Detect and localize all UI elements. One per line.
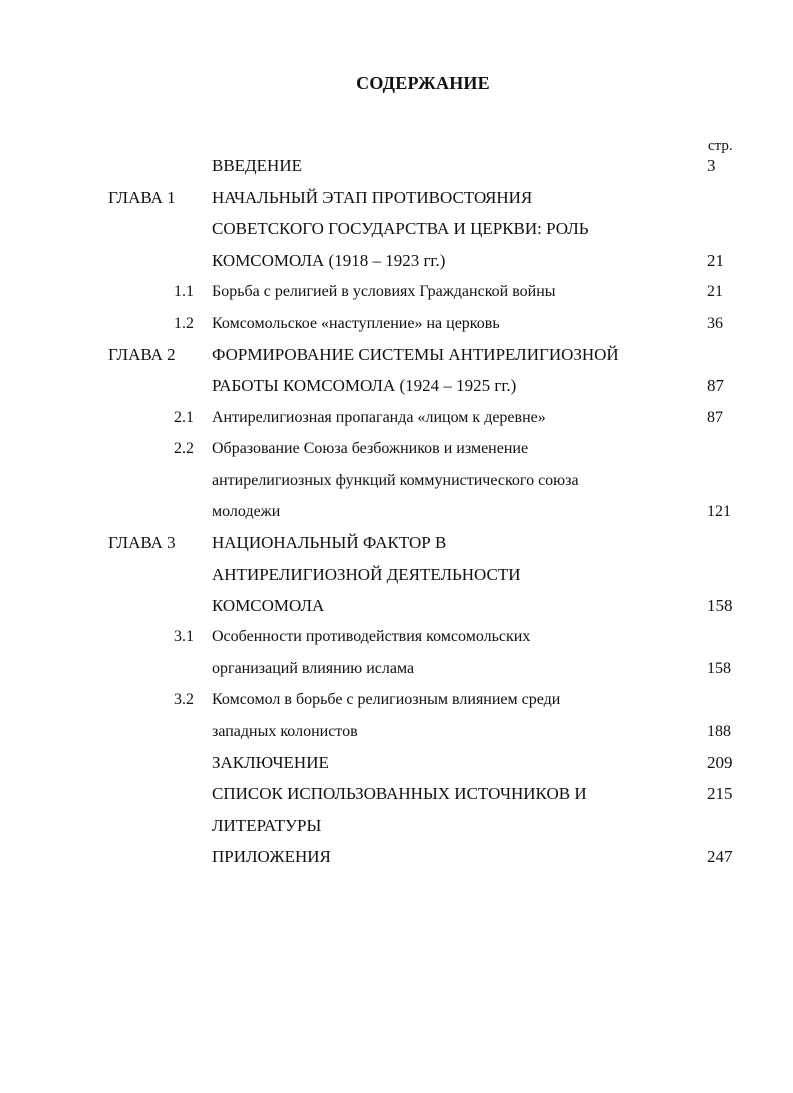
entry-text: Особенности противодействия комсомольских <box>212 628 531 645</box>
toc-entry <box>0 402 793 433</box>
toc-entry <box>0 182 793 213</box>
entry-page: 3 <box>707 156 716 175</box>
toc-entry <box>0 150 793 181</box>
entry-text: Образование Союза безбожников и изменение <box>212 440 529 457</box>
toc-entry <box>0 747 793 778</box>
entry-page: 158 <box>707 660 731 677</box>
entry-page: 158 <box>707 596 733 615</box>
toc-entry <box>0 684 793 715</box>
entry-page: 36 <box>707 315 723 332</box>
toc-entry <box>0 496 793 527</box>
entry-page: 21 <box>707 283 723 300</box>
entry-text: НАЧАЛЬНЫЙ ЭТАП ПРОТИВОСТОЯНИЯ <box>212 188 533 207</box>
toc-entry <box>0 716 793 747</box>
toc-entry <box>0 778 793 809</box>
page-title: СОДЕРЖАНИЕ <box>356 73 490 93</box>
entry-text: организаций влиянию ислама <box>212 660 415 677</box>
toc-entry <box>0 276 793 307</box>
toc-entry <box>0 433 793 464</box>
entry-text: ПРИЛОЖЕНИЯ <box>212 847 331 866</box>
entry-label: ГЛАВА 3 <box>108 533 176 552</box>
toc-entry <box>0 621 793 652</box>
entry-label: 2.2 <box>174 440 194 457</box>
entry-page: 87 <box>707 376 724 395</box>
entry-label: 1.1 <box>174 283 194 300</box>
entry-label: ГЛАВА 1 <box>108 188 176 207</box>
entry-text: Антирелигиозная пропаганда «лицом к деревне» <box>212 409 546 426</box>
entry-text: Комсомол в борьбе с религиозным влиянием среди <box>212 691 561 708</box>
entry-page: 209 <box>707 753 733 772</box>
entry-text: НАЦИОНАЛЬНЫЙ ФАКТОР В <box>212 533 447 552</box>
entry-page: 21 <box>707 251 724 270</box>
entry-page: 87 <box>707 409 723 426</box>
toc-entry <box>0 370 793 401</box>
toc-entry <box>0 527 793 558</box>
entry-label: 3.1 <box>174 628 194 645</box>
entry-label: 1.2 <box>174 315 194 332</box>
entry-text: ЛИТЕРАТУРЫ <box>212 816 322 835</box>
toc-entry <box>0 465 793 496</box>
toc-entry <box>0 308 793 339</box>
toc-entry <box>0 339 793 370</box>
entry-text: ВВЕДЕНИЕ <box>212 156 302 175</box>
entry-text: Борьба с религией в условиях Гражданской войны <box>212 283 556 300</box>
entry-text: антирелигиозных функций коммунистического союза <box>212 472 579 489</box>
entry-page: 215 <box>707 784 733 803</box>
entry-text: АНТИРЕЛИГИОЗНОЙ ДЕЯТЕЛЬНОСТИ <box>212 565 521 584</box>
toc-entry <box>0 213 793 244</box>
entry-text: КОМСОМОЛА <box>212 596 325 615</box>
toc-entry <box>0 810 793 841</box>
entry-label: 3.2 <box>174 691 194 708</box>
entry-page: 121 <box>707 503 731 520</box>
entry-text: Комсомольское «наступление» на церковь <box>212 315 500 332</box>
toc-entry <box>0 841 793 872</box>
entry-page: 188 <box>707 723 731 740</box>
entry-label: ГЛАВА 2 <box>108 345 176 364</box>
toc-entry <box>0 245 793 276</box>
toc-entry <box>0 559 793 590</box>
entry-text: ЗАКЛЮЧЕНИЕ <box>212 753 329 772</box>
entry-text: СОВЕТСКОГО ГОСУДАРСТВА И ЦЕРКВИ: РОЛЬ <box>212 219 589 238</box>
entry-page: 247 <box>707 847 733 866</box>
entry-text: СПИСОК ИСПОЛЬЗОВАННЫХ ИСТОЧНИКОВ И <box>212 784 587 803</box>
page-column-label: стр. <box>708 138 733 154</box>
entry-label: 2.1 <box>174 409 194 426</box>
entry-text: молодежи <box>212 503 281 520</box>
entry-text: западных колонистов <box>212 723 358 740</box>
toc-entry <box>0 590 793 621</box>
entry-text: ФОРМИРОВАНИЕ СИСТЕМЫ АНТИРЕЛИГИОЗНОЙ <box>212 345 619 364</box>
entry-text: КОМСОМОЛА (1918 – 1923 гг.) <box>212 251 446 270</box>
toc-entry <box>0 653 793 684</box>
entry-text: РАБОТЫ КОМСОМОЛА (1924 – 1925 гг.) <box>212 376 517 395</box>
